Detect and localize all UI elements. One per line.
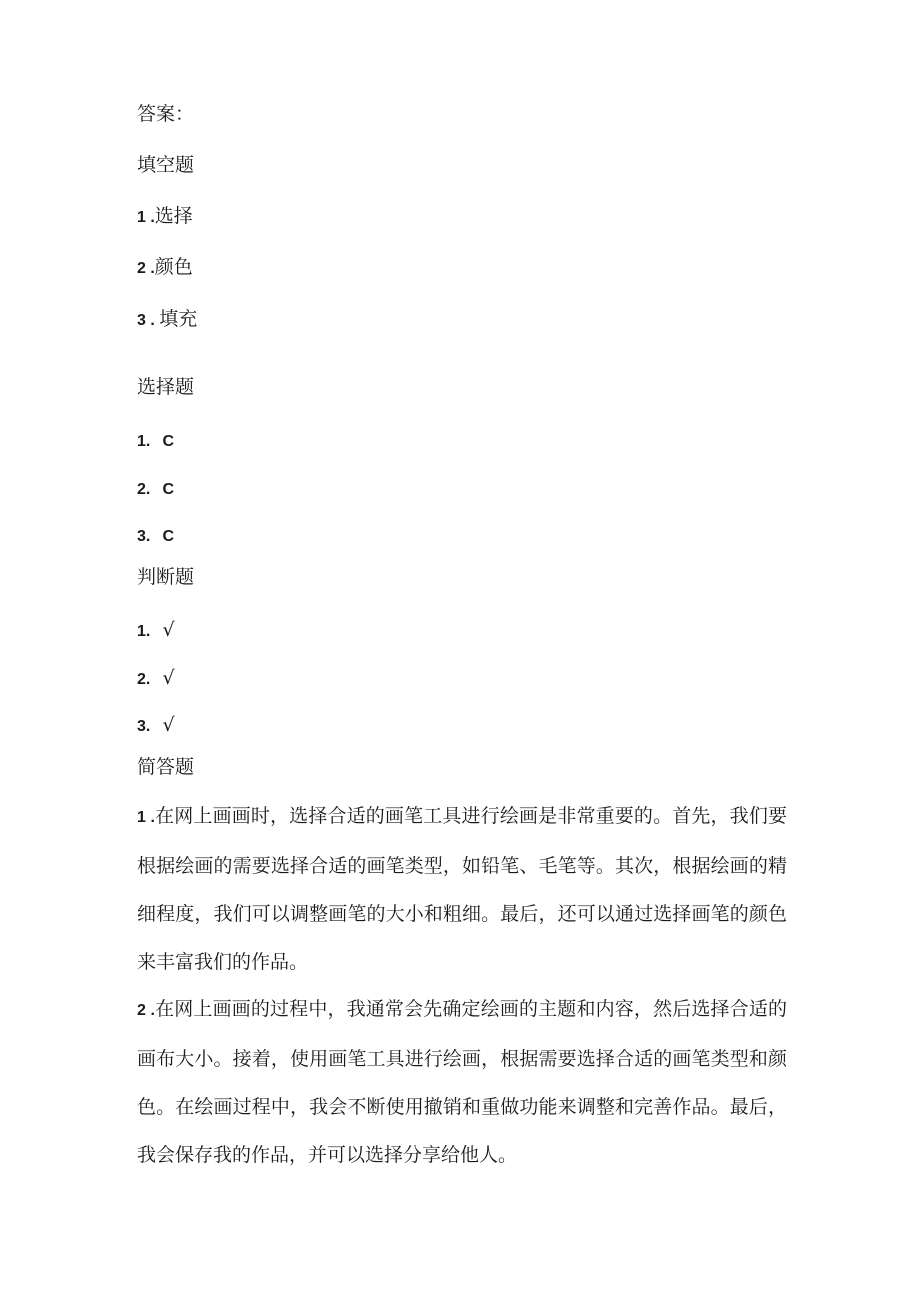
item-separator: .	[145, 312, 160, 329]
fill-item-2	[137, 255, 193, 281]
fill-item-1	[137, 204, 193, 230]
fill-heading: 填空题	[137, 154, 195, 176]
check-mark: √	[162, 714, 175, 736]
answer-text: 在网上画画的过程中，我通常会先确定绘画的主题和内容，然后选择合适的画布大小。接着，使用画笔工具进行绘画，根据需要选择合适的画笔类型和颜色。在绘画过程中，我会不断使用撤销和重做功能来调整和完善作品。最后，我会保存我的作品，并可以选择分享给他人。	[137, 998, 787, 1166]
item-separator: .	[145, 260, 155, 277]
choice-item-1	[137, 428, 174, 454]
item-answer: C	[162, 528, 174, 545]
fill-item-3	[137, 307, 197, 333]
item-text: 填充	[159, 308, 198, 330]
short-answer-2	[137, 985, 787, 1179]
item-separator: .	[145, 809, 155, 826]
item-number: 1.	[137, 433, 151, 450]
page-title: 答案：	[137, 103, 195, 125]
choice-item-2	[137, 476, 174, 502]
choice-item-3	[137, 523, 174, 549]
item-number: 2.	[137, 481, 151, 498]
item-separator: .	[145, 209, 155, 226]
short-heading: 简答题	[137, 756, 195, 778]
item-separator: .	[145, 1002, 155, 1019]
judge-heading: 判断题	[137, 566, 195, 588]
item-number: 1.	[137, 623, 151, 640]
item-number: 1	[137, 209, 146, 226]
check-mark: √	[162, 619, 175, 641]
judge-item-2	[137, 666, 175, 692]
item-number: 3	[137, 312, 146, 329]
judge-item-1	[137, 618, 175, 644]
item-number: 3.	[137, 718, 151, 735]
check-mark: √	[162, 667, 175, 689]
choice-heading: 选择题	[137, 376, 195, 398]
short-answer-1	[137, 792, 787, 986]
item-answer: C	[162, 433, 174, 450]
item-number: 1	[137, 809, 146, 826]
judge-item-3	[137, 713, 175, 739]
item-number: 2.	[137, 671, 151, 688]
item-number: 2	[137, 1002, 146, 1019]
item-number: 3.	[137, 528, 151, 545]
item-text: 选择	[154, 205, 193, 227]
answer-text: 在网上画画时，选择合适的画笔工具进行绘画是非常重要的。首先，我们要根据绘画的需要选择合适的画笔类型，如铅笔、毛笔等。其次，根据绘画的精细程度，我们可以调整画笔的大小和粗细。最后，还可以通过选择画笔的颜色来丰富我们的作品。	[137, 805, 787, 973]
item-number: 2	[137, 260, 146, 277]
item-text: 颜色	[154, 256, 193, 278]
item-answer: C	[162, 481, 174, 498]
